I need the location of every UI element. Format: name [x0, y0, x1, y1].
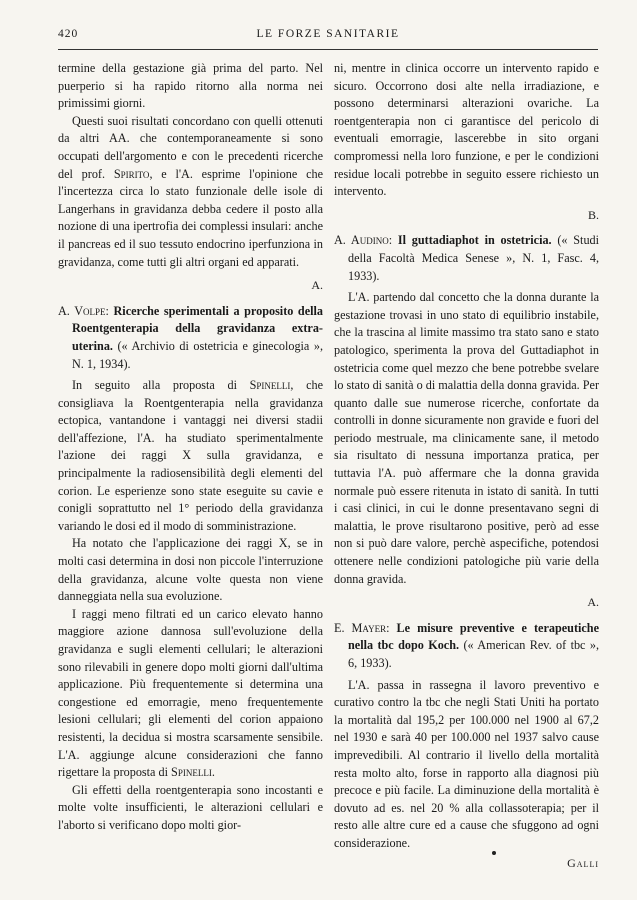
entry-heading: E. Mayer: Le misure preventive e terapeutiche nella tbc dopo Koch. (« American Rev. of tbc », 6, 1933).	[334, 620, 599, 670]
entry-title: Il guttadiaphot in ostetricia.	[397, 233, 552, 248]
entry-source: (« American Rev. of tbc », 6, 1933).	[348, 638, 599, 670]
cited-name: Spinelli	[171, 765, 212, 780]
paragraph: Gli effetti della roentgenterapia sono incostanti e molte volte insufficienti, le alterazioni cellulari e l'aborto si verificano dopo molti gior-	[58, 782, 323, 832]
entry-title: Ricerche sperimentali a proposito della Roentgenterapia della gravidanza extra-uterina.	[72, 303, 323, 353]
paragraph: Questi suoi risultati concordano con quelli ottenuti da altri AA. che contemporaneamente si sono occupati dell'argomento e con le precedenti ricerche del prof. Spirito, e l'A. esprime l'opinione che l'incertezza circa lo stato funzionale delle isole di Langerhans in gravidanza debba cedere il posto alla nozione di una ipertrofia dei complessi insulari: anche il pancreas ed il suo tessuto endocrino iperfunziona in gravidanza, come tutti gli altri organi ed apparati.	[58, 113, 323, 269]
paragraph: L'A. passa in rassegna il lavoro preventivo e curativo contro la tbc che negli Stati Uniti ha portato la mortalità dal 195,2 per 100.000 nel 1900 al 67,2 nel 1930 e sarà 40 per 100.000 nel 1937 salvo cause imprevedibili. Al contrario il livello della mortalità resta molto alto, forse in rapporto alla diagnosi più precoce e più facile. La diminuzione della mortalità è dovuto ad es. nel 20 % alla collassoterapia; per il resto alle altre cure ed a cause che sfuggono ad ogni considerazione.	[334, 677, 599, 850]
signature: A.	[587, 595, 599, 610]
signature: Galli	[567, 855, 599, 870]
paragraph: In seguito alla proposta di Spinelli, che consigliava la Roentgenterapia nella gravidanza ectopica, vantandone i vantaggi nei diversi stadii dell'affezione, l'A. ha studiato sperimentalmente l'azione dei raggi X sulla gravidanza, e principalmente la radiosensibilità degli elementi del corion. Le esperienze sono state eseguite su cavie e conigli soprattutto nel 1° periodo della gravidanza variando le dosi ed il modo di somministrazione.	[58, 378, 323, 533]
paragraph: ni, mentre in clinica occorre un intervento rapido e sicuro. Occorrono dosi alte nella irradiazione, e possono determinarsi alterazioni ovariche. La roentgenterapia non ci garantisce del pericolo di eventuali emorragie, lascerebbe in sito organi compromessi nella loro funzione, e per le condizioni residue locali potrebbe in seguito essere richiesto un intervento.	[334, 61, 599, 199]
abstract-entry	[334, 620, 599, 872]
entry-author: A. Audino	[334, 233, 389, 248]
journal-title: LE FORZE SANITARIE	[256, 28, 400, 40]
entry-title: Le misure preventive e terapeutiche nella tbc dopo Koch.	[348, 620, 599, 653]
left-column	[58, 60, 323, 835]
entry-source: (« Studi della Facoltà Medica Senese », N. 1, Fasc. 4, 1933).	[348, 233, 600, 283]
entry-author: E. Mayer	[334, 620, 387, 635]
entry-author: A. Volpe	[58, 303, 106, 318]
running-header	[58, 28, 598, 46]
cited-name: Spirito	[113, 166, 150, 181]
print-speck	[492, 851, 496, 855]
signature: B.	[587, 207, 599, 222]
paragraph: L'A. partendo dal concetto che la donna durante la gestazione trovasi in uno stato di equilibrio instabile, che la trascina al limite massimo tra stato sano e stato patologico, sperimenta la prova del Guttadiaphot in ostetricia come quel mezzo che bene potrebbe svelare lo stato di sanità o di malattia della donna gravida. Per quanto dalle sue numerose ricerche, confortate da controlli in donne sicuramente non gravide e fuori del periodo mestruale, ma clinicamente sane, il metodo sia risultato di nessuna importanza pratica, per tuttavia l'A. può affermare che la donna gravida normale può essere ritenuta in istato di sanità. In tutti i casi clinici, in cui le donne presentavano segni di malattia, le prove risultarono positive, però ad esse non si può dare valore, perchè aspecifiche, potendosi ottenere nelle condizioni patologiche più varie della donna gravida.	[334, 290, 600, 586]
page-number: 420	[58, 28, 79, 40]
signature: A.	[311, 278, 323, 293]
paragraph: Ha notato che l'applicazione dei raggi X, se in molti casi determina in dosi non piccole l'interruzione della gravidanza, alcune volte questa non viene danneggiata nella sua evoluzione.	[58, 536, 323, 604]
paragraph: I raggi meno filtrati ed un carico elevato hanno maggiore azione dannosa sull'evoluzione della gravidanza e sugli elementi cellulari; le alterazioni sono rilevabili in genere dopo molti giorni dall'ultima applicazione. Più frequentemente si determina una congestione ed emorragie, meno frequentemente lesioni cellulari; gli elementi del corion appaiono resistenti, la decidua si mostra scarsamente sensibile. L'A. aggiunge alcune considerazioni che fanno rigettare la proposta di Spinelli.	[58, 606, 323, 780]
entry-source: (« Archivio di ostetricia e ginecologia », N. 1, 1934).	[72, 338, 324, 371]
entry-heading: A. Audino: Il guttadiaphot in ostetricia. (« Studi della Facoltà Medica Senese », N. 1, Fasc. 4, 1933).	[334, 233, 600, 283]
entry-heading: A. Volpe: Ricerche sperimentali a proposito della Roentgenterapia della gravidanza extra-uterina. (« Archivio di ostetricia e ginecologia », N. 1, 1934).	[58, 303, 324, 371]
paragraph: termine della gestazione già prima del parto. Nel puerperio si ha rapido ritorno alla norma nei primissimi giorni.	[58, 61, 323, 111]
abstract-entry	[58, 303, 323, 835]
right-column	[334, 60, 599, 880]
header-rule	[58, 49, 598, 50]
cited-name: Spinelli	[249, 378, 291, 393]
abstract-entry	[334, 232, 599, 611]
